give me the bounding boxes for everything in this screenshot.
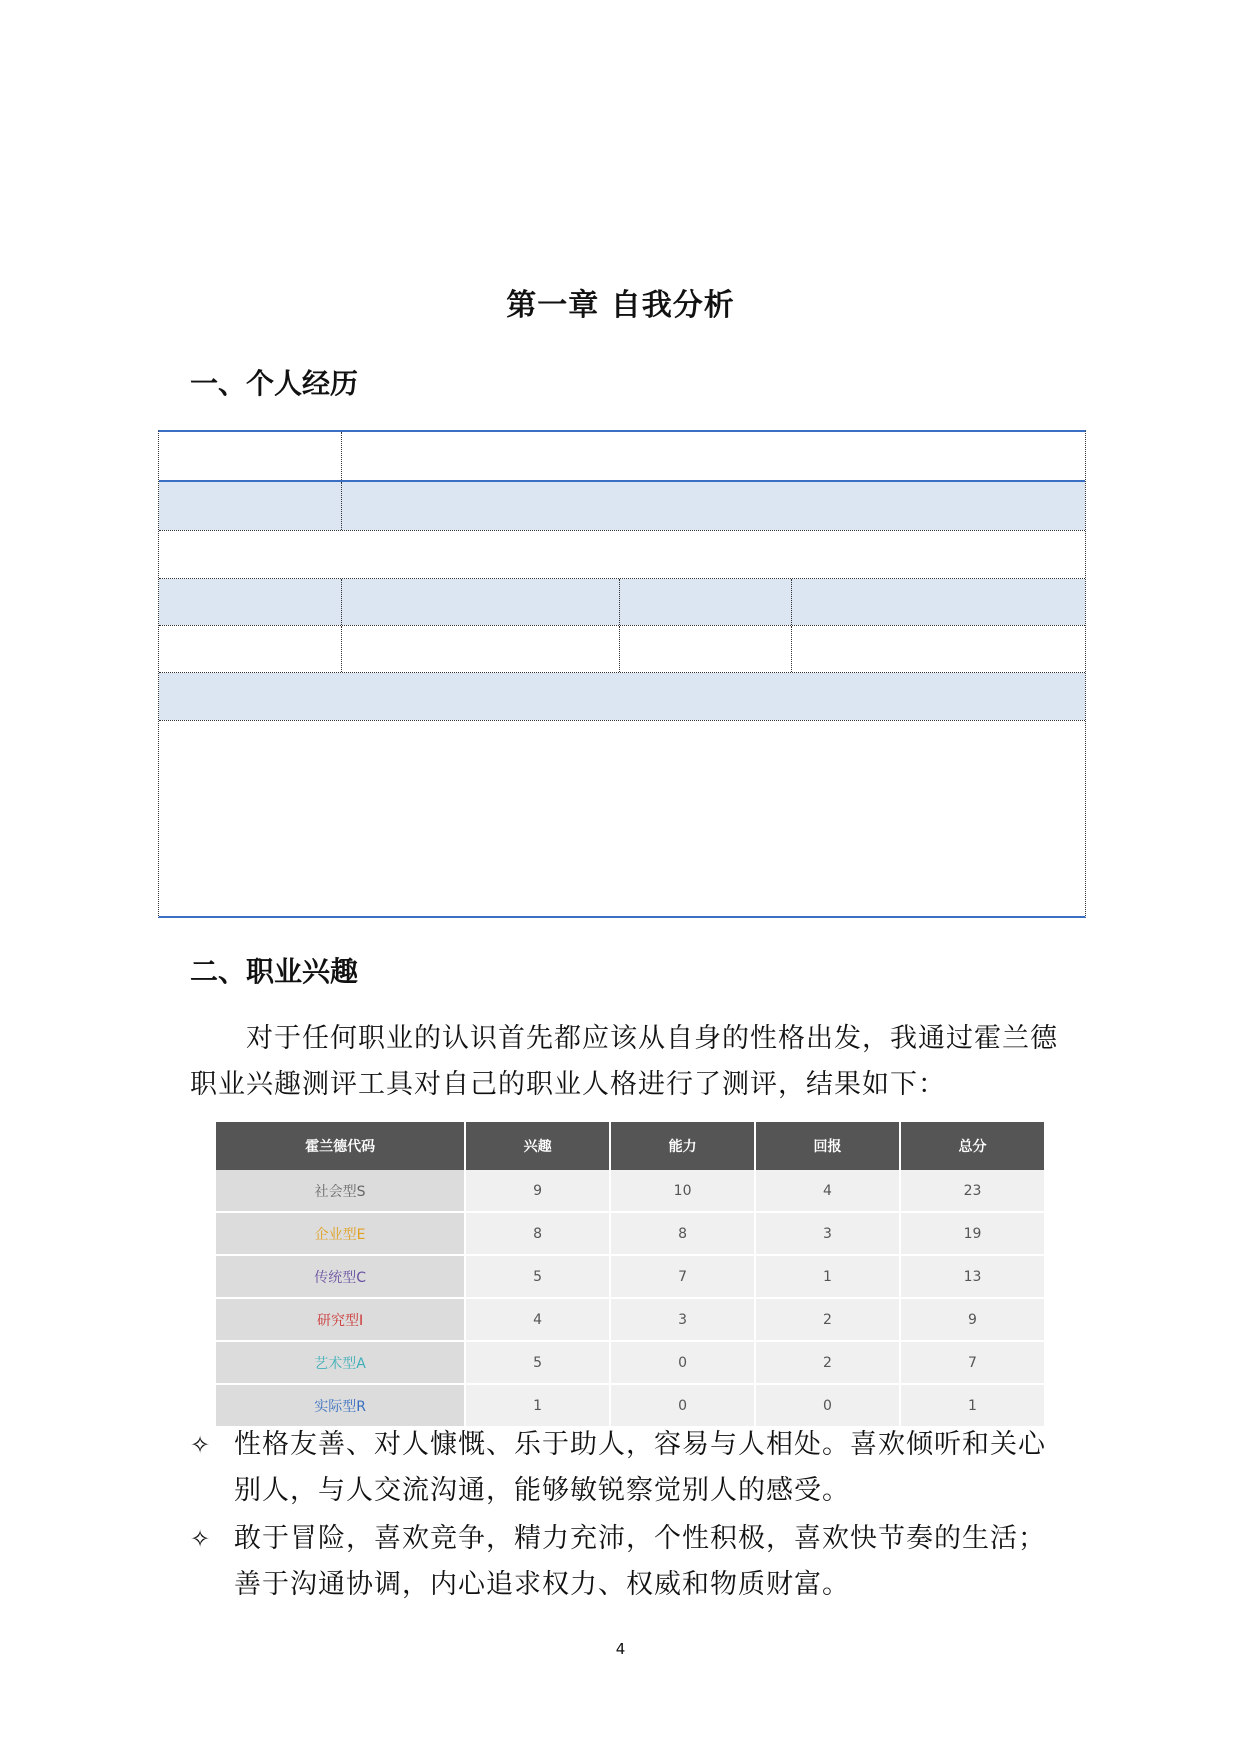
experience-row <box>159 531 1085 578</box>
holland-interest-cell: 4 <box>465 1298 610 1341</box>
header-cell: 能力 <box>610 1122 755 1170</box>
holland-ability-cell: 10 <box>610 1170 755 1212</box>
holland-total-cell: 1 <box>900 1384 1044 1427</box>
bullet-item <box>190 1516 1070 1608</box>
holland-row <box>216 1255 1044 1298</box>
intro-paragraph: 对于任何职业的认识首先都应该从自身的性格出发，我通过霍兰德职业兴趣测评工具对自己的职业人格进行了测评，结果如下： <box>190 1023 1058 1100</box>
experience-cell <box>791 626 1085 672</box>
section-heading-interest: 二、职业兴趣 <box>190 955 359 988</box>
bullet-star-icon: ✧ <box>190 1431 212 1459</box>
experience-row <box>159 673 1085 720</box>
experience-row <box>159 721 1085 916</box>
holland-interest-cell: 9 <box>465 1170 610 1212</box>
experience-cell <box>619 579 791 625</box>
holland-row <box>216 1212 1044 1255</box>
experience-row <box>159 432 1085 480</box>
holland-code-cell: 企业型E <box>216 1212 465 1255</box>
holland-row <box>216 1170 1044 1212</box>
holland-interest-cell: 5 <box>465 1255 610 1298</box>
header-cell: 霍兰德代码 <box>216 1122 465 1170</box>
holland-code-cell: 艺术型A <box>216 1341 465 1384</box>
holland-reward-cell: 3 <box>755 1212 900 1255</box>
holland-ability-cell: 3 <box>610 1298 755 1341</box>
header-cell: 兴趣 <box>465 1122 610 1170</box>
experience-row <box>159 626 1085 672</box>
holland-reward-cell: 0 <box>755 1384 900 1427</box>
holland-code-cell: 社会型S <box>216 1170 465 1212</box>
experience-cell <box>341 432 1085 480</box>
holland-row <box>216 1298 1044 1341</box>
experience-cell <box>791 579 1085 625</box>
holland-row <box>216 1341 1044 1384</box>
holland-reward-cell: 1 <box>755 1255 900 1298</box>
section-heading-experience: 一、个人经历 <box>190 367 359 400</box>
experience-table <box>158 430 1086 918</box>
bullet-text: 敢于冒险，喜欢竞争，精力充沛，个性积极，喜欢快节奏的生活；善于沟通协调，内心追求权力、权威和物质财富。 <box>234 1523 1046 1600</box>
holland-row <box>216 1384 1044 1427</box>
experience-cell <box>341 626 619 672</box>
holland-ability-cell: 8 <box>610 1212 755 1255</box>
holland-reward-cell: 2 <box>755 1341 900 1384</box>
holland-reward-cell: 4 <box>755 1170 900 1212</box>
holland-interest-cell: 8 <box>465 1212 610 1255</box>
page-number: 4 <box>615 1640 626 1658</box>
experience-row <box>159 482 1085 530</box>
header-cell: 回报 <box>755 1122 900 1170</box>
holland-ability-cell: 0 <box>610 1341 755 1384</box>
holland-ability-cell: 0 <box>610 1384 755 1427</box>
experience-cell <box>619 626 791 672</box>
holland-reward-cell: 2 <box>755 1298 900 1341</box>
holland-code-cell: 实际型R <box>216 1384 465 1427</box>
bullet-star-icon: ✧ <box>190 1525 212 1553</box>
header-cell: 总分 <box>900 1122 1044 1170</box>
holland-total-cell: 23 <box>900 1170 1044 1212</box>
bullet-item <box>190 1422 1070 1514</box>
holland-ability-cell: 7 <box>610 1255 755 1298</box>
holland-table <box>216 1122 1044 1428</box>
experience-cell <box>341 482 1085 530</box>
bullet-text: 性格友善、对人慷慨、乐于助人，容易与人相处。喜欢倾听和关心别人，与人交流沟通，能够敏锐察觉别人的感受。 <box>234 1429 1046 1506</box>
experience-cell <box>341 579 619 625</box>
holland-total-cell: 9 <box>900 1298 1044 1341</box>
holland-total-cell: 13 <box>900 1255 1044 1298</box>
holland-code-cell: 研究型I <box>216 1298 465 1341</box>
holland-total-cell: 7 <box>900 1341 1044 1384</box>
holland-interest-cell: 1 <box>465 1384 610 1427</box>
holland-code-cell: 传统型C <box>216 1255 465 1298</box>
holland-interest-cell: 5 <box>465 1341 610 1384</box>
experience-row <box>159 579 1085 625</box>
holland-header-row <box>216 1122 1044 1170</box>
chapter-title: 第一章 自我分析 <box>506 288 735 323</box>
holland-total-cell: 19 <box>900 1212 1044 1255</box>
